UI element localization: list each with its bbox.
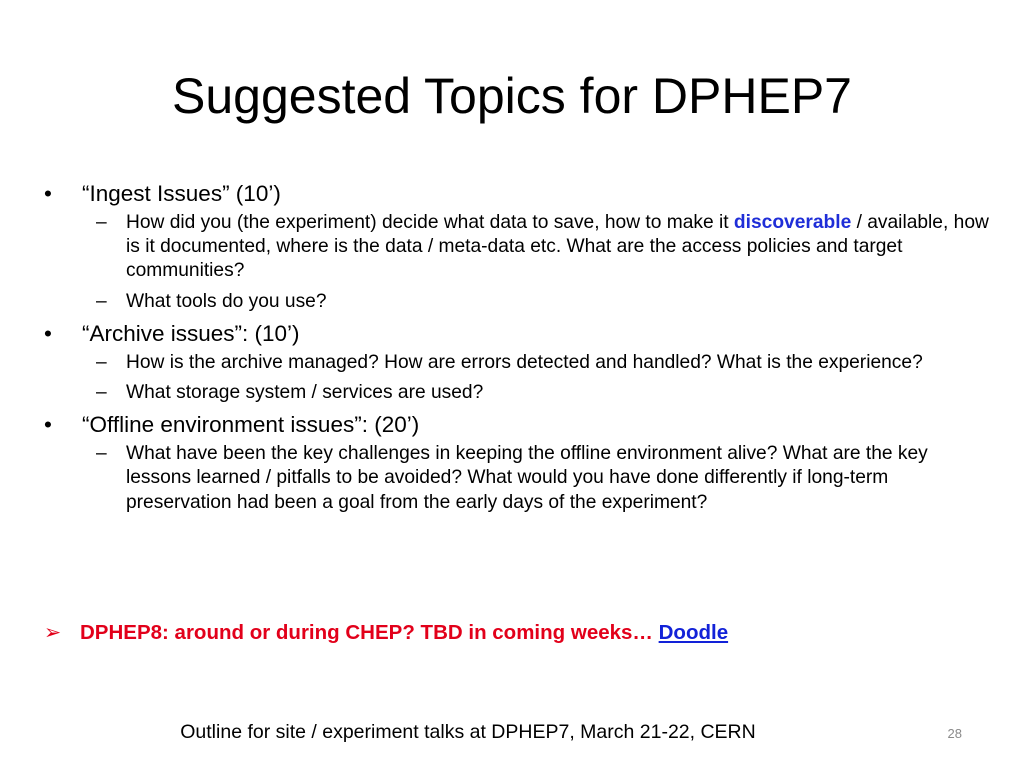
topic-subitem xyxy=(82,381,994,405)
subitem-text: How is the archive managed? How are errors detected and handled? What is the experience? xyxy=(126,351,923,373)
bullet-icon: • xyxy=(44,181,52,206)
subitem-text: What storage system / services are used? xyxy=(126,382,484,404)
dphep8-text: DPHEP8: around or during CHEP? TBD in coming weeks… xyxy=(80,621,659,644)
dash-icon: – xyxy=(96,443,107,465)
slide-title: Suggested Topics for DPHEP7 xyxy=(171,68,852,124)
slide-footer: Outline for site / experiment talks at DPHEP7, March 21-22, CERN xyxy=(180,721,756,743)
topic-list xyxy=(44,180,994,521)
arrow-bullet-icon: ➢ xyxy=(44,621,62,644)
subitem-text: What have been the key challenges in keeping the offline environment alive? What are the key lessons learned / pitfalls to be avoided? What would you have done differently if long-term preservation had been a goal from the early days of the experiment? xyxy=(126,443,928,513)
bullet-icon: • xyxy=(44,320,52,346)
subitem-text: / available, how is it documented, where is the data / meta-data etc. What are the access policies and target communities? xyxy=(126,212,989,282)
topic-subitem xyxy=(82,442,994,515)
dash-icon: – xyxy=(96,212,107,233)
topic-item xyxy=(44,320,994,347)
dphep8-announcement xyxy=(44,620,728,646)
topic-subitem xyxy=(82,211,994,284)
discoverable-keyword: discoverable xyxy=(733,212,852,233)
dash-icon: – xyxy=(96,290,107,312)
topic-heading: “Offline environment issues”: (20’) xyxy=(82,412,420,438)
bullet-icon: • xyxy=(44,412,52,438)
dash-icon: – xyxy=(96,351,107,373)
topic-subitem xyxy=(82,351,994,375)
page-number: 28 xyxy=(947,726,962,741)
topic-heading: “Ingest Issues” (10’) xyxy=(82,181,281,206)
topic-item xyxy=(44,411,994,438)
topic-heading: “Archive issues”: (10’) xyxy=(82,320,300,346)
topic-item xyxy=(44,180,994,207)
subitem-text: What tools do you use? xyxy=(126,290,327,312)
topic-subitem xyxy=(82,290,994,314)
doodle-link[interactable]: Doodle xyxy=(658,621,729,644)
subitem-text: How did you (the experiment) decide what data to save, how to make it xyxy=(126,212,734,233)
dash-icon: – xyxy=(96,382,107,404)
